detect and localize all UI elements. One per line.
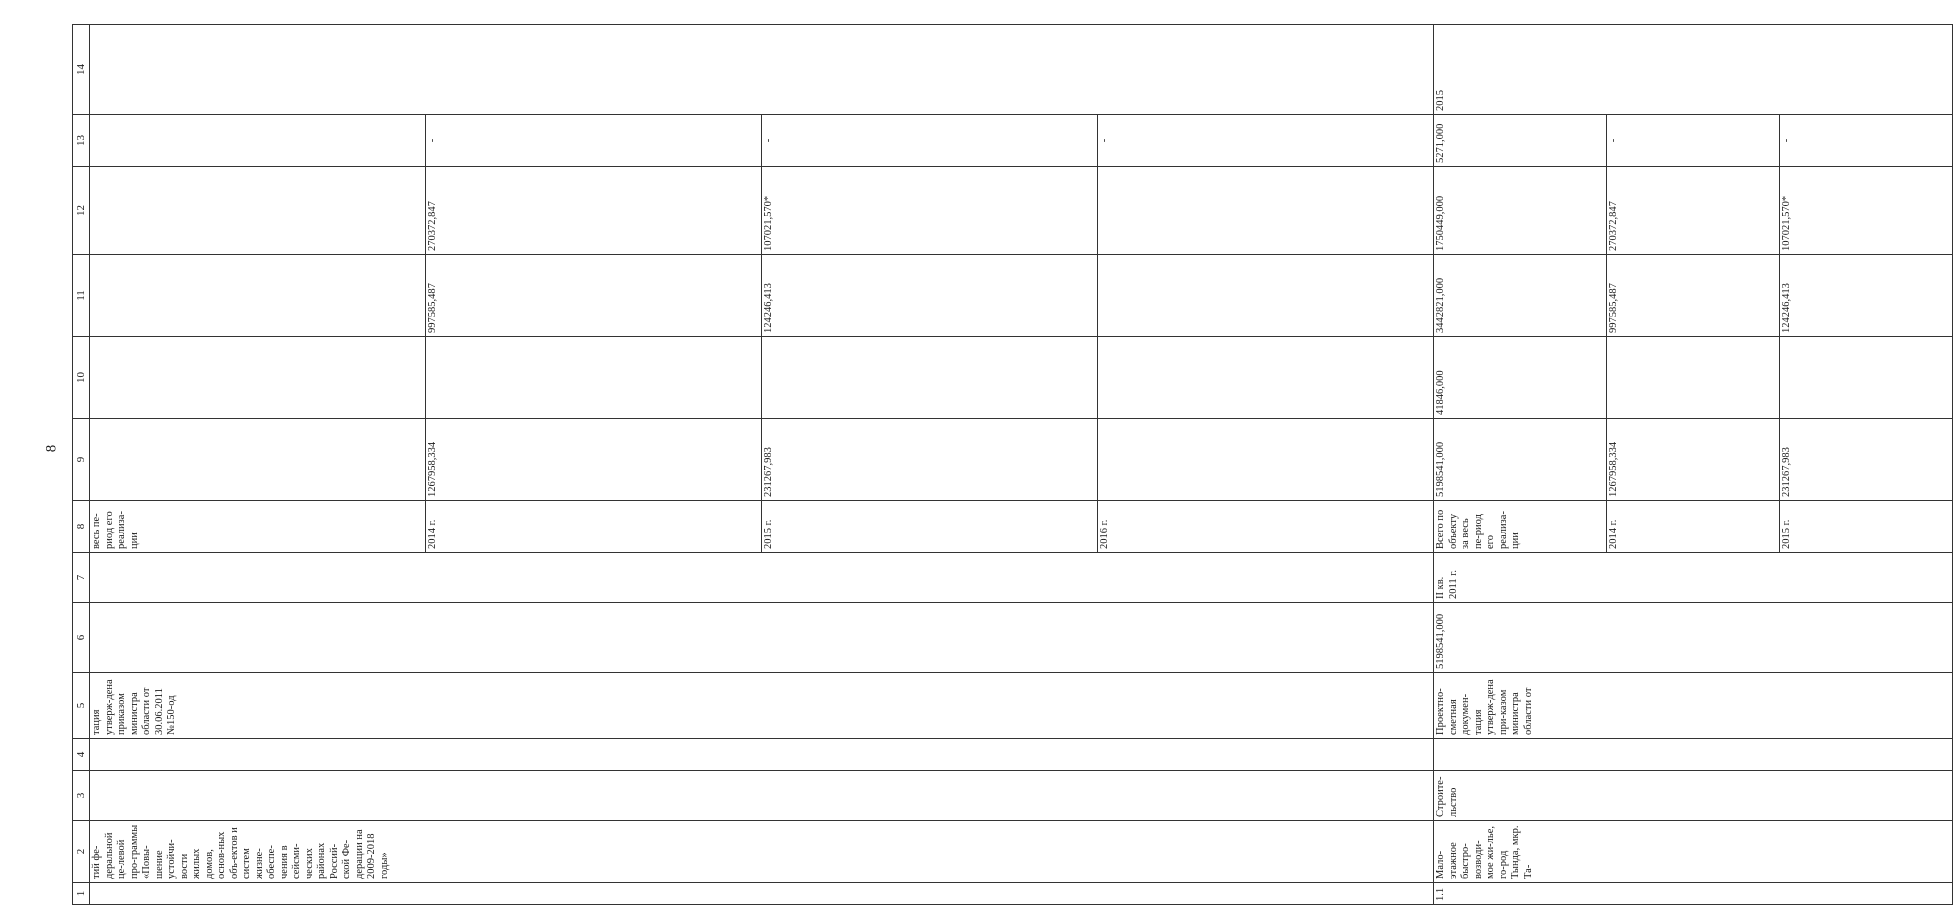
header-cell: 14	[73, 25, 90, 115]
header-cell: 11	[73, 255, 90, 337]
period-label: 2014 г.	[426, 501, 762, 552]
value: 5198541,000	[1435, 441, 1446, 497]
value: 1267958,334	[1607, 419, 1780, 500]
value: 107021,570*	[762, 167, 1098, 254]
col9-cell	[90, 419, 1434, 501]
value	[90, 337, 426, 418]
value: 1750449,000	[1435, 195, 1446, 251]
value: 107021,570*	[1780, 167, 1953, 254]
empty-cell	[90, 739, 1434, 771]
work-type-cell: Строите-льство	[1434, 771, 1953, 821]
header-cell: 6	[73, 603, 90, 673]
header-cell: 10	[73, 337, 90, 419]
col11-cell	[90, 255, 1434, 337]
values-subtable	[1434, 337, 1952, 418]
values-subtable	[90, 255, 1433, 336]
period-label: 2015 г.	[1780, 501, 1953, 552]
value: 231267,983	[762, 419, 1098, 500]
value: 41846,000	[1435, 370, 1446, 415]
header-cell: 12	[73, 167, 90, 255]
value: -	[1780, 115, 1953, 166]
values-subtable	[90, 167, 1433, 254]
col12-cell	[1434, 167, 1953, 255]
completion-year-cell: 2015	[1434, 25, 1953, 115]
value: 997585,487	[1607, 255, 1780, 336]
values-subtable	[1434, 419, 1952, 500]
values-subtable	[1434, 167, 1952, 254]
value	[1607, 337, 1780, 418]
object-name-cell: Мало-этажное быстро-возводи-мое жи-лье, го-род Тында, мкр. Та-	[1434, 821, 1953, 883]
value	[90, 115, 426, 166]
header-cell: 1	[73, 883, 90, 905]
period-label: 2014 г.	[1607, 501, 1780, 552]
periods-cell	[90, 501, 1434, 553]
value: 231267,983	[1780, 419, 1953, 500]
document-cell: тация утверж-дена приказом министра области от 30.06.2011 №150-од	[90, 673, 1434, 739]
page-number: 8	[43, 444, 60, 453]
col11-cell	[1434, 255, 1953, 337]
empty-cell	[90, 603, 1434, 673]
row-number-cell	[90, 883, 1434, 905]
header-cell: 4	[73, 739, 90, 771]
col13-cell	[90, 115, 1434, 167]
empty-cell	[90, 553, 1434, 603]
value: -	[426, 115, 762, 166]
value	[426, 337, 762, 418]
header-cell: 7	[73, 553, 90, 603]
work-type-cell	[90, 771, 1434, 821]
rotated-table-sheet	[72, 25, 1792, 905]
value: 1267958,334	[426, 419, 762, 500]
table-row	[90, 25, 1434, 905]
period-label: весь пе-риод его реализа-ции	[91, 511, 140, 549]
value	[90, 167, 426, 254]
values-subtable	[1434, 115, 1952, 166]
value	[1098, 337, 1434, 418]
value: 270372,847	[1607, 167, 1780, 254]
value	[90, 419, 426, 500]
value: 124246,413	[762, 255, 1098, 336]
empty-cell	[1434, 739, 1953, 771]
value	[1098, 255, 1434, 336]
header-cell: 5	[73, 673, 90, 739]
header-cell: 8	[73, 501, 90, 553]
value: 270372,847	[426, 167, 762, 254]
col10-cell	[90, 337, 1434, 419]
periods-subtable	[90, 501, 1433, 552]
investment-table	[72, 24, 1953, 905]
values-subtable	[1434, 255, 1952, 336]
value: 5271,000	[1435, 123, 1446, 163]
value: -	[1098, 115, 1434, 166]
header-cell: 2	[73, 821, 90, 883]
value	[1780, 337, 1953, 418]
value	[1098, 167, 1434, 254]
row-number-cell: 1.1	[1434, 883, 1953, 905]
header-row	[73, 25, 90, 905]
table-row	[1434, 25, 1953, 905]
col13-cell	[1434, 115, 1953, 167]
period-label: 2016 г.	[1098, 501, 1434, 552]
period-label: 2015 г.	[762, 501, 1098, 552]
value: -	[1607, 115, 1780, 166]
col12-cell	[90, 167, 1434, 255]
values-subtable	[90, 115, 1433, 166]
value: 124246,413	[1780, 255, 1953, 336]
value	[762, 337, 1098, 418]
header-cell: 3	[73, 771, 90, 821]
col9-cell	[1434, 419, 1953, 501]
period-label: Всего по объекту за весь пе-риод его реализа-ции	[1435, 509, 1521, 549]
empty-cell	[90, 25, 1434, 115]
estimated-cost-cell: 5198541,000	[1434, 603, 1953, 673]
value	[1098, 419, 1434, 500]
header-cell: 13	[73, 115, 90, 167]
value: 3442821,000	[1435, 277, 1446, 333]
document-cell: Проектно-сметная докумен-тация утверж-дена при-казом министра области от	[1434, 673, 1953, 739]
value	[90, 255, 426, 336]
program-name-cell: тий фе-деральной це-левой про-граммы «Повы-шение устойчи-вости жилых домов, основ-ных объ-ектов и систем жизне-обеспе-чения в сейсми-ческих районах Россий-ской Фе-дерации на 2009-2018 годы»	[90, 821, 1434, 883]
values-subtable	[90, 419, 1433, 500]
values-subtable	[90, 337, 1433, 418]
date-cell: II кв. 2011 г.	[1434, 553, 1953, 603]
value: 997585,487	[426, 255, 762, 336]
col10-cell	[1434, 337, 1953, 419]
value: -	[762, 115, 1098, 166]
periods-subtable	[1434, 501, 1952, 552]
header-cell: 9	[73, 419, 90, 501]
periods-cell	[1434, 501, 1953, 553]
